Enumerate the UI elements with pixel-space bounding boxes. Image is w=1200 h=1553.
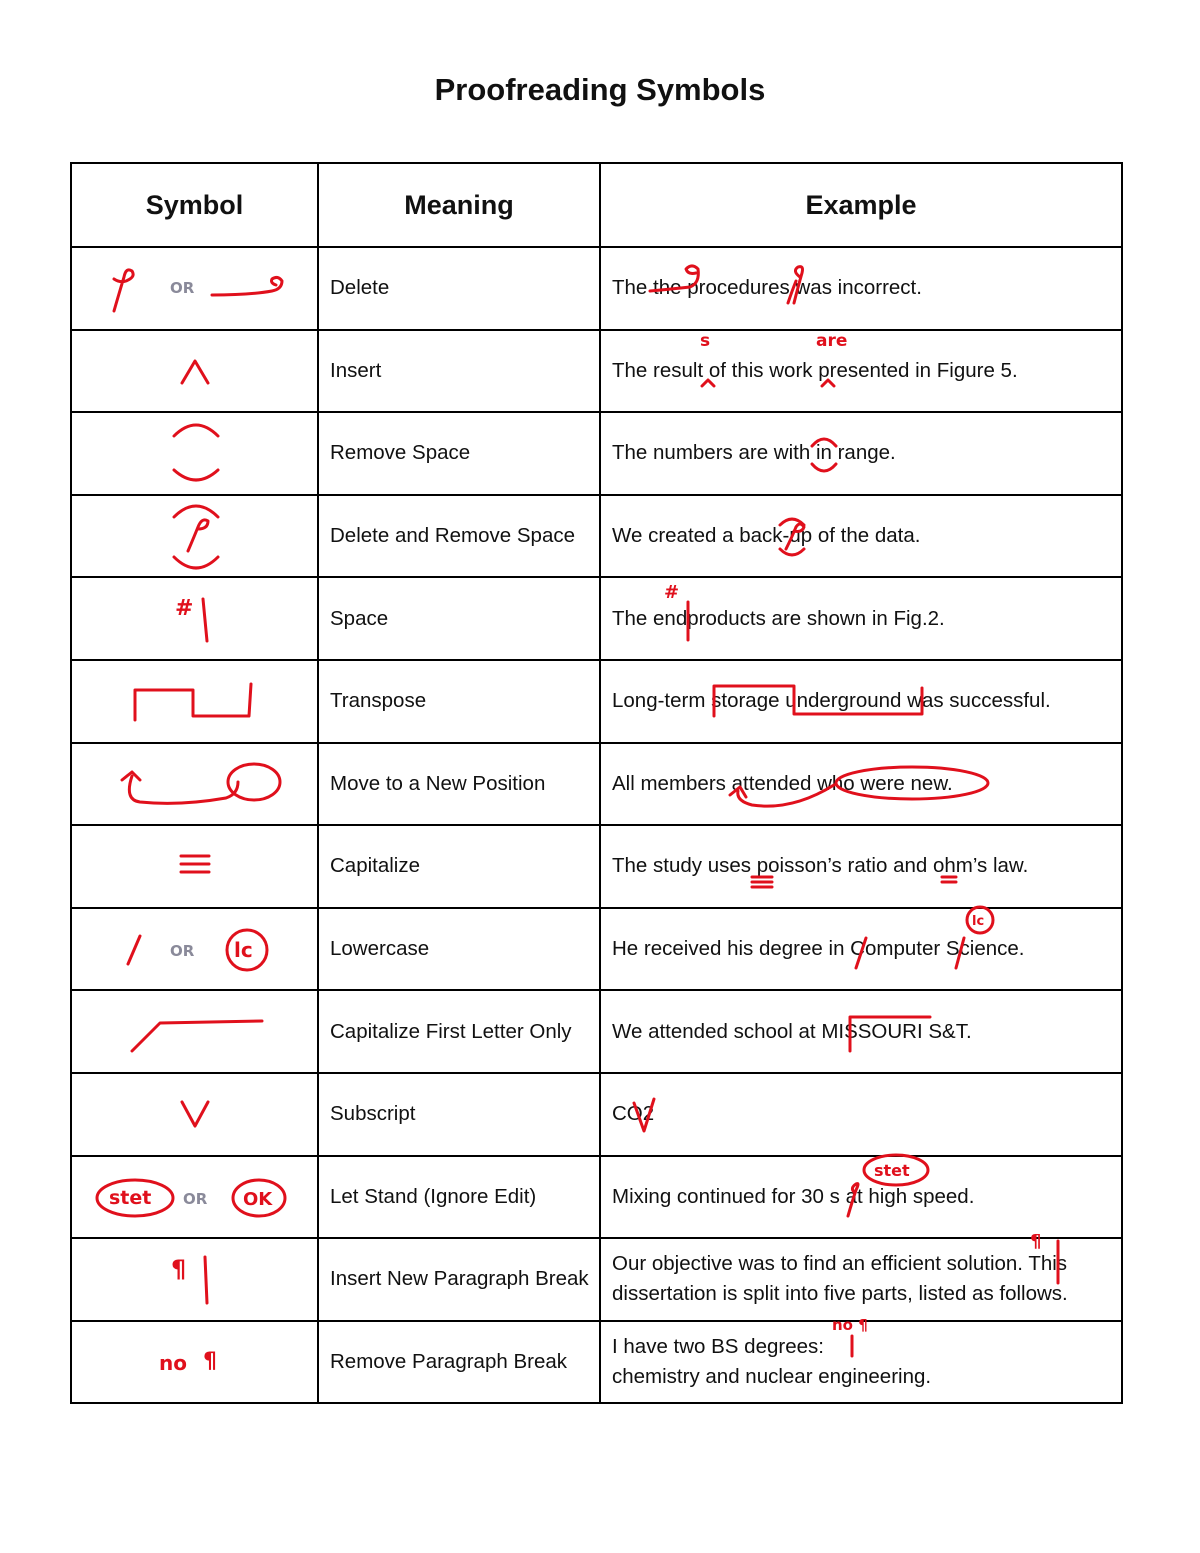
table-row xyxy=(71,990,1122,1073)
header-symbol: Symbol xyxy=(71,163,318,247)
close-up-icon xyxy=(160,418,230,488)
example-sentence: The result of this work presented in Figure 5. xyxy=(612,358,1018,382)
lowercase-icon xyxy=(110,924,280,974)
lc-label: lc xyxy=(233,938,253,963)
delete-close-up-icon xyxy=(160,499,230,573)
example-cell xyxy=(600,908,1122,991)
table-row xyxy=(71,908,1122,991)
table-row xyxy=(71,1238,1122,1321)
meaning-cell: Move to a New Position xyxy=(318,743,600,826)
example-text xyxy=(612,1316,932,1392)
example-text xyxy=(612,273,922,303)
table-row xyxy=(71,1321,1122,1404)
meaning-cell: Space xyxy=(318,577,600,660)
symbol-cell xyxy=(71,412,318,495)
or-label: OR xyxy=(169,942,194,961)
example-sentence: Mixing continued for 30 s at high speed. xyxy=(612,1184,975,1208)
example-cell xyxy=(600,660,1122,743)
example-cell xyxy=(600,1073,1122,1156)
table-row xyxy=(71,1156,1122,1239)
example-text xyxy=(612,686,1051,716)
cap-first-letter-icon xyxy=(120,1007,270,1057)
symbol-cell xyxy=(71,743,318,826)
example-sentence: The endproducts are shown in Fig.2. xyxy=(612,606,945,630)
paragraph-mark-label: ¶ xyxy=(170,1255,186,1284)
space-mark-label: # xyxy=(664,581,680,603)
example-part: The xyxy=(612,276,654,300)
capitalize-icon xyxy=(165,846,225,886)
header-meaning: Meaning xyxy=(318,163,600,247)
table-row xyxy=(71,412,1122,495)
inserted-letter: s xyxy=(700,330,711,351)
meaning-cell xyxy=(318,1238,600,1321)
example-sentence: He received his degree in Computer Science. xyxy=(612,937,1025,961)
table-row xyxy=(71,1073,1122,1156)
example-cell xyxy=(600,1316,1122,1404)
space-mark-label: # xyxy=(174,595,193,621)
no-label: no xyxy=(158,1351,187,1376)
header-example: Example xyxy=(600,163,1122,247)
meaning-cell: Lowercase xyxy=(318,908,600,991)
example-cell xyxy=(600,1156,1122,1239)
symbol-cell xyxy=(71,990,318,1073)
stet-label: stet xyxy=(108,1186,151,1209)
example-sentence: We attended school at MISSOURI S&T. xyxy=(612,1019,972,1043)
example-text xyxy=(612,1017,972,1047)
meaning-cell: Remove Space xyxy=(318,412,600,495)
example-sentence: Long-term storage underground was successful. xyxy=(612,689,1051,713)
example-text xyxy=(612,581,945,634)
space-mark-icon xyxy=(165,589,225,649)
symbol-cell xyxy=(71,1238,318,1321)
caret-icon xyxy=(165,351,225,391)
meaning-cell: Subscript xyxy=(318,1073,600,1156)
example-text xyxy=(612,438,896,468)
example-part: procedure xyxy=(681,276,780,300)
table-row xyxy=(71,577,1122,660)
example-part: was incorrect. xyxy=(789,276,922,300)
example-cell xyxy=(600,825,1122,908)
transpose-icon xyxy=(125,676,265,726)
table-row xyxy=(71,495,1122,578)
table-row xyxy=(71,247,1122,330)
symbol-cell xyxy=(71,825,318,908)
example-line: I have two BS degrees: xyxy=(612,1335,824,1359)
table-row xyxy=(71,825,1122,908)
example-text xyxy=(612,330,1018,386)
subscript-icon xyxy=(165,1094,225,1134)
example-sentence: The study uses poisson’s ratio and ohm’s law. xyxy=(612,854,1029,878)
symbol-cell xyxy=(71,495,318,578)
stet-icon xyxy=(95,1172,295,1222)
table-row xyxy=(71,743,1122,826)
example-cell xyxy=(600,743,1122,826)
meaning-cell: Insert xyxy=(318,330,600,413)
or-label: OR xyxy=(169,279,194,298)
example-line: chemistry and nuclear engineering. xyxy=(612,1365,932,1389)
example-cell xyxy=(600,330,1122,413)
no-paragraph-label: no ¶ xyxy=(832,1316,868,1335)
paragraph-mark-label: ¶ xyxy=(1030,1231,1042,1253)
example-text xyxy=(612,1231,1068,1309)
example-text xyxy=(612,914,1025,964)
ok-label: OK xyxy=(242,1188,272,1210)
page-title: Proofreading Symbols xyxy=(434,72,766,107)
symbol-cell xyxy=(71,330,318,413)
symbol-cell xyxy=(71,247,318,330)
example-cell xyxy=(600,577,1122,660)
deleted-letter: s xyxy=(779,276,790,300)
or-label: OR xyxy=(182,1189,207,1208)
meaning-cell: Remove Paragraph Break xyxy=(318,1321,600,1404)
example-cell xyxy=(600,1231,1122,1321)
example-cell xyxy=(600,412,1122,495)
example-sentence: The numbers are with in range. xyxy=(612,441,896,465)
meaning-cell: Delete and Remove Space xyxy=(318,495,600,578)
example-sentence: All members attended who were new. xyxy=(612,771,953,795)
meaning-cell: Transpose xyxy=(318,660,600,743)
example-cell xyxy=(600,495,1122,578)
example-text xyxy=(612,521,920,551)
example-line: Our objective was to find an efficient solution. This xyxy=(612,1252,1068,1276)
symbol-cell xyxy=(71,908,318,991)
lc-label: lc xyxy=(972,914,985,930)
example-line: dissertation is split into five parts, listed as follows. xyxy=(612,1282,1068,1306)
header-row xyxy=(71,163,1122,247)
inserted-word: are xyxy=(816,330,848,351)
symbol-cell xyxy=(71,660,318,743)
example-text xyxy=(612,851,1028,881)
meaning-cell: Capitalize First Letter Only xyxy=(318,990,600,1073)
example-text xyxy=(612,1160,975,1212)
paragraph-mark-icon xyxy=(165,1249,225,1309)
symbol-cell xyxy=(71,1073,318,1156)
symbol-cell xyxy=(71,1156,318,1239)
example-sentence: CO2 xyxy=(612,1102,655,1126)
table-row xyxy=(71,330,1122,413)
meaning-text: Insert New Paragraph Break xyxy=(330,1267,589,1291)
example-text xyxy=(612,1099,654,1129)
example-cell xyxy=(600,247,1122,330)
example-text xyxy=(612,769,953,799)
stet-label: stet xyxy=(874,1160,910,1180)
no-paragraph-icon xyxy=(155,1342,235,1382)
delete-mark-icon xyxy=(100,263,290,313)
meaning-cell: Let Stand (Ignore Edit) xyxy=(318,1156,600,1239)
symbol-cell xyxy=(71,1321,318,1404)
paragraph-label: ¶ xyxy=(202,1349,217,1375)
meaning-cell: Capitalize xyxy=(318,825,600,908)
deleted-word: the xyxy=(653,276,682,300)
example-cell xyxy=(600,990,1122,1073)
proofreading-table xyxy=(70,162,1123,1404)
move-icon xyxy=(110,756,280,812)
table-row xyxy=(71,660,1122,743)
symbol-cell xyxy=(71,577,318,660)
example-sentence: We created a back-up of the data. xyxy=(612,524,921,548)
meaning-cell: Delete xyxy=(318,247,600,330)
